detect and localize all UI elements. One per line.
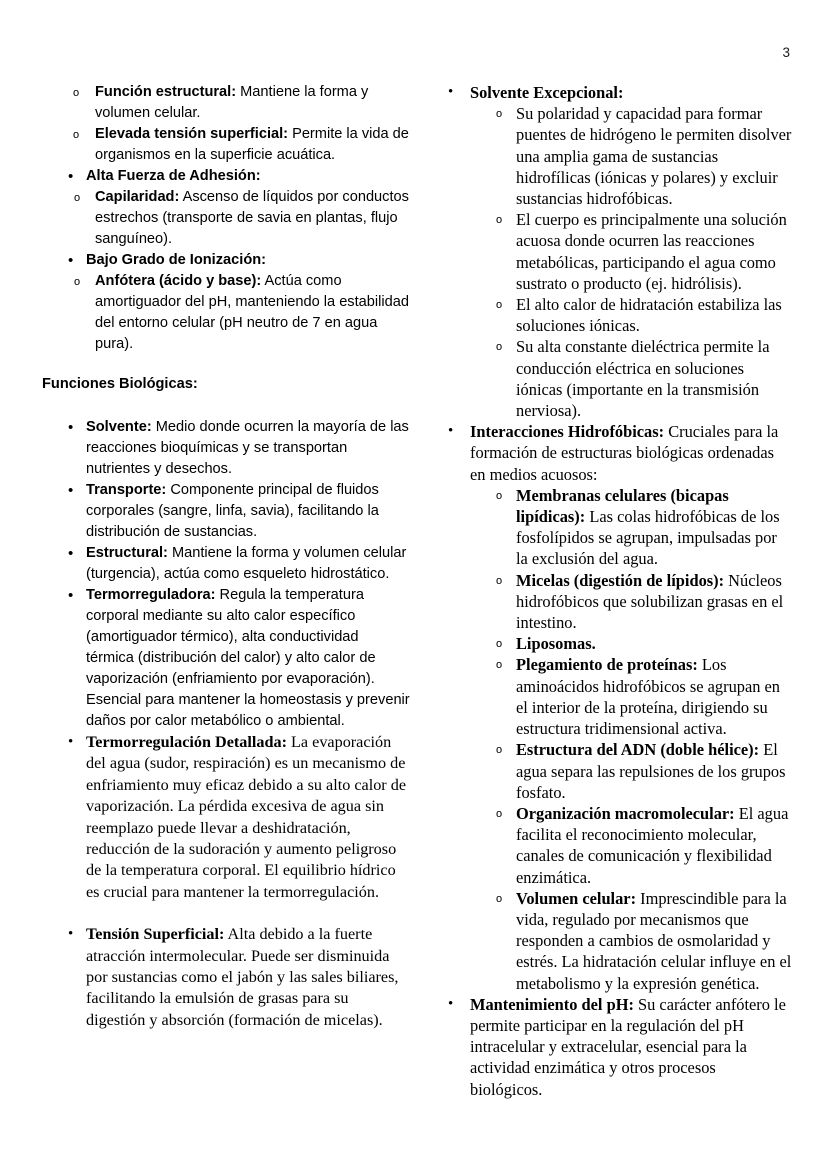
- circle-bullet-icon: o: [496, 341, 503, 354]
- list-item-text: [516, 633, 792, 654]
- left-column: [0, 82, 420, 1031]
- list-item: [434, 485, 792, 570]
- list-item-term: Membranas celulares (bicapas lipídicas):: [516, 485, 729, 527]
- sublist: [434, 103, 792, 421]
- list-item: [42, 543, 410, 585]
- list-item: [0, 82, 410, 124]
- list-item-text: [86, 480, 410, 543]
- list-item: [434, 103, 792, 209]
- list-item: [42, 250, 410, 355]
- list-item: [434, 888, 792, 994]
- disc-bullet-icon: •: [68, 168, 74, 185]
- list-item-term: Volumen celular:: [516, 888, 637, 908]
- list-item-term: Alta Fuerza de Adhesión:: [86, 168, 261, 184]
- list-item-body: El alto calor de hidratación estabiliza las soluciones iónicas.: [516, 295, 782, 336]
- list-item: [42, 271, 410, 355]
- list-item-term: Capilaridad:: [95, 189, 180, 205]
- list-item-text: [516, 739, 792, 803]
- list-item-term: Solvente:: [86, 419, 152, 435]
- list-item-text: [516, 570, 792, 634]
- list-item-term: Solvente Excepcional:: [470, 83, 624, 102]
- list-item-term: Elevada tensión superficial:: [95, 126, 289, 142]
- list-item-body: Mantiene la forma y volumen celular.: [95, 84, 369, 121]
- list-item-body: El agua facilita el reconocimiento molecular, canales de comunicación y flexibilidad enzimática.: [516, 803, 789, 887]
- list-item-term: Liposomas.: [516, 634, 596, 654]
- list-item-body: Imprescindible para la vida, regulado por mecanismos que responden a cambios de osmolaridad y estrés. La hidratación celular influye en el metabolismo y la expresión genética.: [516, 888, 792, 993]
- list-item-term: Transporte:: [86, 482, 167, 498]
- list-item-body: Su polaridad y capacidad para formar puentes de hidrógeno le permiten disolver una amplia gama de sustancias hidrofílicas (iónicas y polares) y excluir sustancias hidrofóbicas.: [516, 104, 792, 209]
- disc-bullet-icon: •: [68, 545, 74, 562]
- circle-bullet-icon: o: [496, 892, 503, 905]
- list-item-body: Permite la vida de organismos en la superficie acuática.: [95, 126, 409, 163]
- list-item-body: La evaporación del agua (sudor, respiración) es un mecanismo de enfriamiento muy eficaz debido a su alto calor de vaporización. La pérdida excesiva de agua sin reemplazo puede llevar a deshidratación, reducción de la sudoración y aumento peligroso de la temperatura corporal. El equilibrio hídrico es crucial para mantener la termorregulación.: [86, 733, 407, 901]
- list-item-term: Estructural:: [86, 545, 168, 561]
- list-item-text: [86, 585, 410, 732]
- disc-bullet-icon: •: [68, 419, 74, 436]
- list-item: [434, 82, 792, 421]
- list-item: [42, 585, 410, 732]
- list-item-body: Actúa como amortiguador del pH, manteniendo la estabilidad del entorno celular (pH neutro de 7 en agua pura).: [95, 273, 409, 352]
- list-item: [42, 924, 410, 1031]
- list-item: [434, 739, 792, 803]
- list-item-body: Ascenso de líquidos por conductos estrechos (transporte de savia en plantas, flujo sanguíneo).: [95, 189, 409, 247]
- list-item: [434, 209, 792, 294]
- list-item: [42, 480, 410, 543]
- list-item-text: [95, 187, 410, 250]
- list-item-body: Núcleos hidrofóbicos que solubilizan grasas en el intestino.: [516, 570, 784, 633]
- list-item: [42, 732, 410, 903]
- list-item-term: Organización macromolecular:: [516, 803, 735, 823]
- circle-bullet-icon: o: [496, 214, 503, 227]
- disc-bullet-icon: •: [68, 926, 74, 943]
- list-item-term: Bajo Grado de Ionización:: [86, 252, 267, 268]
- list-item-body: Su alta constante dieléctrica permite la conducción eléctrica en soluciones iónicas (importante en la transmisión nerviosa).: [516, 337, 770, 421]
- list-item-term: Termorreguladora:: [86, 587, 216, 603]
- list-item-body: Las colas hidrofóbicas de los fosfolípidos se agrupan, impulsadas por la exclusión del agua.: [516, 507, 780, 569]
- list-item-body: El agua separa las repulsiones de los grupos fosfato.: [516, 740, 786, 802]
- list-item: [434, 633, 792, 654]
- list-item: [42, 187, 410, 250]
- list-item-term: Micelas (digestión de lípidos):: [516, 570, 725, 590]
- list-item-body: El cuerpo es principalmente una solución acuosa donde ocurren las reacciones metabólicas, participando el agua como sustrato o producto (ej. hidrólisis).: [516, 210, 787, 293]
- circle-bullet-icon: o: [496, 574, 503, 587]
- spacer: [42, 355, 410, 374]
- sublist: [42, 271, 410, 355]
- disc-bullet-icon: •: [68, 482, 74, 499]
- circle-bullet-icon: o: [73, 129, 80, 141]
- list-item-term: Mantenimiento del pH:: [470, 994, 634, 1014]
- list-item: [434, 294, 792, 336]
- circle-bullet-icon: o: [496, 299, 503, 312]
- sublist: [434, 485, 792, 994]
- left-main-bullets: [42, 166, 410, 355]
- list-item-term: Función estructural:: [95, 84, 237, 100]
- disc-bullet-icon: •: [448, 423, 454, 440]
- list-item: [434, 994, 792, 1100]
- left-top-sublist: [0, 82, 410, 166]
- list-item-term: Tensión Superficial:: [86, 925, 225, 944]
- disc-bullet-icon: •: [68, 252, 74, 269]
- list-item: [434, 421, 792, 993]
- circle-bullet-icon: o: [74, 276, 81, 288]
- list-item-text: [516, 803, 792, 888]
- circle-bullet-icon: o: [496, 638, 503, 651]
- list-item: [434, 570, 792, 634]
- list-item-text: [86, 732, 410, 903]
- two-column-body: [0, 82, 828, 1100]
- list-item-term: Interacciones Hidrofóbicas:: [470, 422, 665, 442]
- list-item-term: Plegamiento de proteínas:: [516, 655, 698, 675]
- list-item-text: [86, 543, 410, 585]
- list-item-text: [470, 421, 792, 485]
- circle-bullet-icon: o: [74, 192, 81, 204]
- list-item-body: Mantiene la forma y volumen celular (turgencia), actúa como esqueleto hidrostático.: [86, 545, 407, 582]
- list-item-body: Medio donde ocurren la mayoría de las reacciones bioquímicas y se transportan nutrientes y desechos.: [86, 419, 409, 477]
- disc-bullet-icon: •: [448, 995, 454, 1012]
- list-item-body: Regula la temperatura corporal mediante su alto calor específico (amortiguador térmico), alta conductividad térmica (distribución del calor) y alto calor de vaporización (enfriamiento por evaporación). Esencial para mantener la homeostasis y prevenir daños por calor metabólico o ambiental.: [86, 587, 410, 729]
- list-item-text: [470, 994, 792, 1100]
- list-item-text: [95, 82, 410, 124]
- list-item-body: Componente principal de fluidos corporales (sangre, linfa, savia), facilitando la distribución de sustancias.: [86, 482, 379, 540]
- list-item-body: Cruciales para la formación de estructuras biológicas ordenadas en medios acuosos:: [470, 422, 779, 484]
- right-main-bullets: [434, 82, 792, 1100]
- disc-bullet-icon: •: [68, 587, 74, 604]
- disc-bullet-icon: •: [68, 734, 74, 750]
- list-item: [0, 124, 410, 166]
- list-item-text: [95, 271, 410, 355]
- list-item-term: Estructura del ADN (doble hélice):: [516, 740, 760, 760]
- list-item-term: Anfótera (ácido y base):: [95, 273, 262, 289]
- spacer: [42, 395, 410, 417]
- list-item-text: [86, 250, 410, 271]
- section-heading: Funciones Biológicas:: [42, 376, 198, 392]
- disc-bullet-icon: •: [448, 84, 454, 100]
- biological-functions-list: [42, 417, 410, 1031]
- list-item: [434, 654, 792, 739]
- circle-bullet-icon: o: [496, 108, 503, 121]
- list-item: [434, 336, 792, 421]
- list-item: [42, 166, 410, 250]
- circle-bullet-icon: o: [496, 807, 503, 820]
- list-item-body: Alta debido a la fuerte atracción intermolecular. Puede ser disminuida por sustancias como el jabón y las sales biliares, facilitando la emulsión de grasas para su digestión y absorción (formación de micelas).: [86, 925, 399, 1029]
- list-item-body: Su carácter anfótero le permite participar en la regulación del pH intracelular y extracelular, esencial para la actividad enzimática y otros procesos biológicos.: [470, 994, 786, 1099]
- list-item-text: [516, 888, 792, 994]
- list-item-text: [86, 166, 410, 187]
- circle-bullet-icon: o: [496, 744, 503, 757]
- list-item: [434, 803, 792, 888]
- list-item-text: [470, 82, 792, 103]
- list-item-term: Termorregulación Detallada:: [86, 733, 287, 751]
- list-item: [42, 417, 410, 480]
- list-item-text: [86, 924, 410, 1031]
- circle-bullet-icon: o: [496, 489, 503, 502]
- list-item-text: [95, 124, 410, 166]
- right-column: [420, 82, 828, 1100]
- page-number: 3: [782, 45, 790, 60]
- circle-bullet-icon: o: [73, 87, 80, 99]
- sublist: [42, 187, 410, 250]
- circle-bullet-icon: o: [496, 659, 503, 672]
- list-item-text: [86, 417, 410, 480]
- list-item-body: Los aminoácidos hidrofóbicos se agrupan en el interior de la proteína, dirigiendo su estructura tridimensional activa.: [516, 655, 780, 739]
- list-item-text: [516, 654, 792, 739]
- list-item-text: [516, 485, 792, 570]
